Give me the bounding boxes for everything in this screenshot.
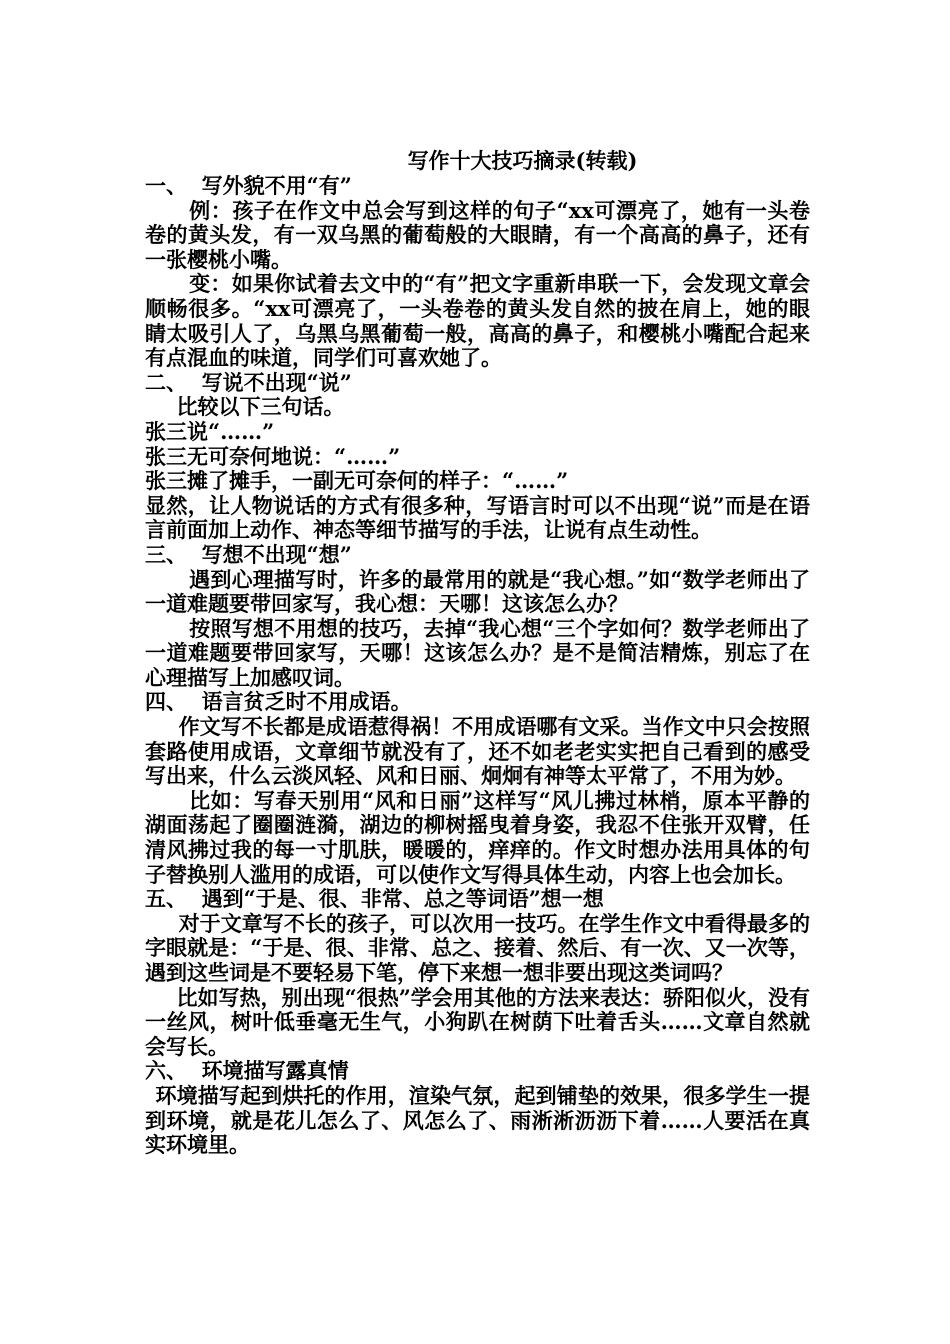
section-5-paragraph-2: 比如写热，别出现“很热”学会用其他的方法来表达：骄阳似火，没有一丝风，树叶低垂毫无生气，小狗趴在树荫下吐着舌头……文章自然就会写长。 [145, 984, 810, 1059]
section-2-intro: 比较以下三句话。 [176, 394, 345, 420]
section-heading-2: 二、 写说不出现“说” [145, 369, 352, 395]
section-heading-1: 一、 写外貌不用“有” [145, 173, 352, 198]
document-title: 写作十大技巧摘录(转载) [407, 148, 638, 173]
document-page [145, 148, 810, 1158]
section-2-example-3: 张三摊了摊手，一副无可奈何的样子：“……” [145, 468, 569, 494]
section-4-paragraph-2: 比如：写春天别用“风和日丽”这样写“风儿拂过林梢，原本平静的湖面荡起了圈圈涟漪，湖边的柳树摇曳着身姿，我忍不住张开双臂，任清风拂过我的每一寸肌肤，暖暖的，痒痒的。作文时想办法用具体的句子替换别人滥用的成语，可以使作文写得具体生动，内容上也会加长。 [145, 787, 810, 887]
section-heading-4: 四、 语言贫乏时不用成语。 [145, 689, 412, 715]
section-1-paragraph-1: 例：孩子在作文中总会写到这样的句子“xx可漂亮了，她有一头卷卷的黄头发，有一双乌黑的葡萄般的大眼睛，有一个高高的鼻子，还有一张樱桃小嘴。 [145, 197, 810, 272]
section-6-paragraph-1: 环境描写起到烘托的作用，渲染气氛，起到铺垫的效果，很多学生一提到环境，就是花儿怎么了、风怎么了、雨淅淅沥沥下着……人要活在真实环境里。 [145, 1082, 810, 1158]
section-3-paragraph-2: 按照写想不用想的技巧，去掉“我心想“三个字如何？数学老师出了一道难题要带回家写，天哪！这该怎么办？是不是简洁精炼，别忘了在心理描写上加感叹词。 [145, 615, 810, 690]
section-2-paragraph-1: 显然，让人物说话的方式有很多种，写语言时可以不出现“说”而是在语言前面加上动作、神态等细节描写的手法，让说有点生动性。 [145, 492, 810, 543]
section-2-example-2: 张三无可奈何地说：“……” [145, 443, 401, 469]
section-4-paragraph-1: 作文写不长都是成语惹得祸！不用成语哪有文采。当作文中只会按照套路使用成语，文章细节就没有了，还不如老老实实把自己看到的感受写出来，什么云淡风轻、风和日丽、炯炯有神等太平常了，不用为妙。 [145, 714, 810, 789]
section-heading-6: 六、 环境描写露真情 [145, 1058, 349, 1084]
section-heading-5: 五、 遇到“于是、很、非常、总之等词语”想一想 [145, 886, 604, 912]
section-2-example-1: 张三说“……” [145, 418, 275, 444]
section-5-paragraph-1: 对于文章写不长的孩子，可以次用一技巧。在学生作文中看得最多的字眼就是：“于是、很、非常、总之、接着、然后、有一次、又一次等，遇到这些词是不要轻易下笔，停下来想一想非要出现这类词吗？ [145, 910, 810, 985]
section-1-paragraph-2: 变：如果你试着去文中的“有”把文字重新串联一下，会发现文章会顺畅很多。“xx可漂亮了，一头卷卷的黄头发自然的披在肩上，她的眼睛太吸引人了，乌黑乌黑葡萄一般，高高的鼻子，和樱桃小嘴配合起来有点混血的味道，同学们可喜欢她了。 [145, 271, 810, 371]
section-3-paragraph-1: 遇到心理描写时，许多的最常用的就是“我心想。”如“数学老师出了一道难题要带回家写，我心想：天哪！这该怎么办？ [145, 566, 810, 617]
section-heading-3: 三、 写想不出现“想” [145, 541, 352, 567]
